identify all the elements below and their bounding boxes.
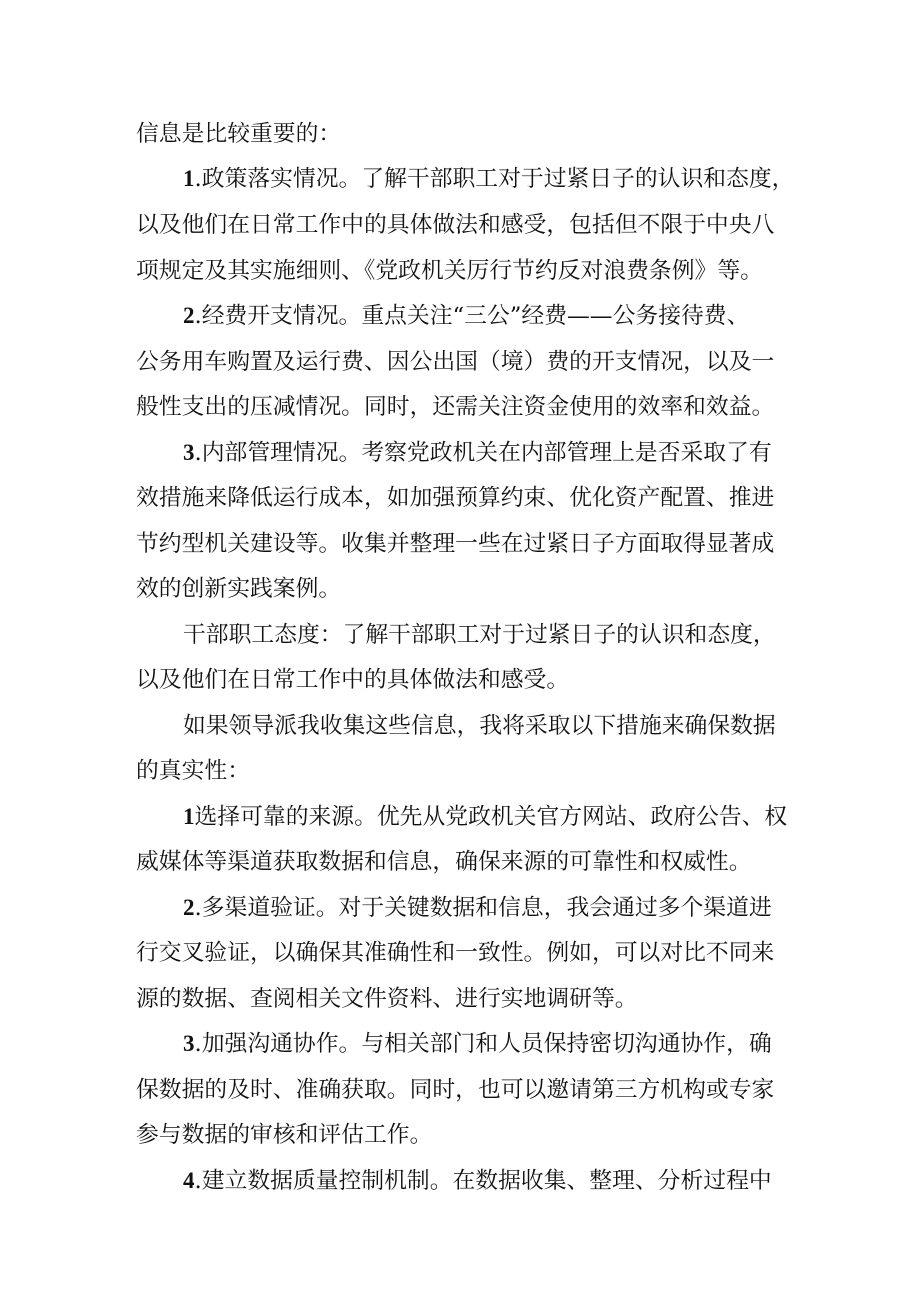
text-line: 保数据的及时、准确获取。同时，也可以邀请第三方机构或专家 [136,1077,775,1103]
text-line: 项规定及其实施细则、《党政机关厉行节约反对浪费条例》等。 [136,258,763,284]
paragraph-quality [183,1164,772,1198]
text-line: 效措施来降低运行成本，如加强预算约束、优化资产配置、推进 [136,485,775,511]
text-line: 参与数据的审核和评估工作。 [136,1122,433,1148]
paragraph-communication [183,1027,772,1061]
text-line: 选择可靠的来源。优先从党政机关官方网站、政府公告、权 [194,804,788,830]
paragraph-expense [183,299,749,333]
text-line: 干部职工态度：了解干部职工对于过紧日子的认识和态度， [183,622,776,648]
paragraph-verify [183,891,772,925]
text-line: .加强沟通协作。与相关部门和人员保持密切沟通协作，确 [194,1031,772,1057]
paragraph-source [183,800,787,834]
text-line: 信息是比较重要的： [136,121,342,147]
item-number: 3 [183,440,195,465]
item-number: 3 [183,1031,195,1056]
text-line: 源的数据、查阅相关文件资料、进行实地调研等。 [136,986,638,1012]
text-line: 效的创新实践案例。 [136,576,342,602]
item-number: 2 [183,895,195,920]
item-number: 1 [183,166,195,191]
text-line: 威媒体等渠道获取数据和信息，确保来源的可靠性和权威性。 [136,849,752,875]
paragraph-management [183,436,772,470]
text-line: 如果领导派我收集这些信息，我将采取以下措施来确保数据 [183,713,776,739]
text-line: .经费开支情况。重点关注“三公”经费——公务接待费、 [194,303,750,329]
text-line: 公务用车购置及运行费、因公出国（境）费的开支情况，以及一 [136,349,775,375]
item-number: 1 [183,804,195,829]
item-number: 4 [183,1168,195,1193]
text-line: .内部管理情况。考察党政机关在内部管理上是否采取了有 [194,440,772,466]
text-line: 以及他们在日常工作中的具体做法和感受，包括但不限于中央八 [136,212,775,238]
text-line: 的真实性： [136,758,250,784]
item-number: 2 [183,303,195,328]
paragraph-policy [183,162,794,196]
text-line: 节约型机关建设等。收集并整理一些在过紧日子方面取得显著成 [136,531,775,557]
text-line: 以及他们在日常工作中的具体做法和感受。 [136,667,570,693]
text-line: .建立数据质量控制机制。在数据收集、整理、分析过程中 [194,1168,772,1194]
text-line: 行交叉验证，以确保其准确性和一致性。例如，可以对比不同来 [136,940,775,966]
text-line: .多渠道验证。对于关键数据和信息，我会通过多个渠道进 [194,895,772,921]
text-line: .政策落实情况。了解干部职工对于过紧日子的认识和态度， [194,166,795,192]
text-line: 般性支出的压减情况。同时，还需关注资金使用的效率和效益。 [136,394,775,420]
